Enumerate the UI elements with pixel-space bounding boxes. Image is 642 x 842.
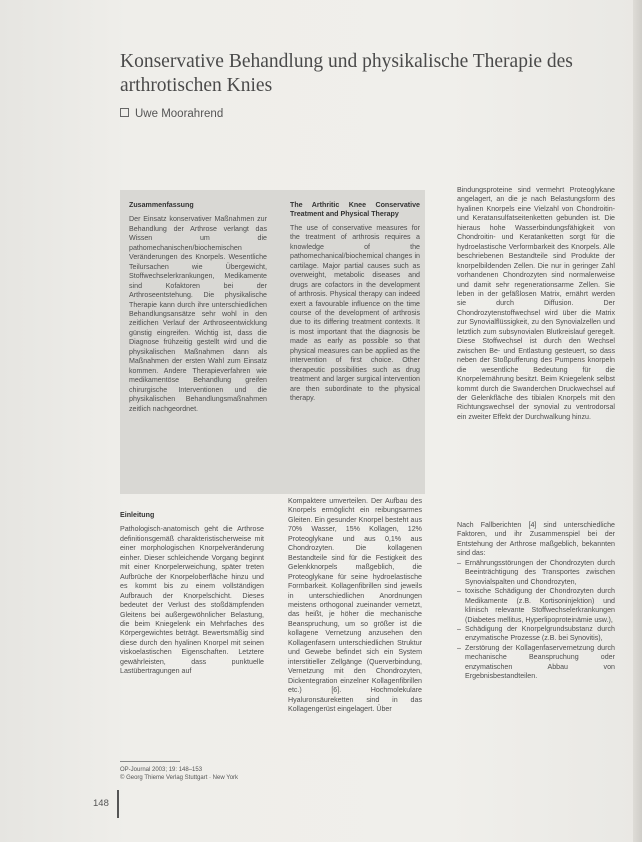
abstract-german <box>129 201 267 414</box>
abstract-english-text: The use of conservative measures for the treatment of arthrosis requires a knowledge of the pathomechanical/biochemical changes in cartilage. Major partial causes such as overweight, metabolic diseases and drugs are cofactors in the development of arthrosis. Physical therapy can indeed exert a favourable influence on the time course of the development of arthrosis due to its differing treatment contexts. It is most important that the diagnosis be made as early as possible so that physical measures can be applied as the intervention of first choice. Other therapeutic possibilities such as drug treatment and larger surgical intervention are then subordinate to the physical therapy. <box>290 223 420 403</box>
body-paragraph-1: Pathologisch-anatomisch geht die Arthrose definitionsgemäß charakteristischerweise mit einer morphologischen Knorpelveränderung einher. Dieser schleichende Vorgang beginnt mit einer Knorpelerweichung, später treten Aufbrüche der Knorpeloberfläche hinzu und es kommt bis zu einem vollständigen Aufbrauch der Knorpelschicht. Dieses bedeutet der Verlust des stoßdämpfenden Gleitens bei außergewöhnlicher Belastung, die beim Kniegelenk ein Mehrfaches des Körpergewichtes beträgt. Bewertsmäßig sind diese durch den hyalinen Knorpel mit seinen viskoelastischen Eigenschaften. Letztere gewährleisten, dass punktuelle Lastübertragungen auf <box>120 525 264 676</box>
footnote-rule <box>120 761 180 762</box>
footnote <box>120 766 280 782</box>
body-column-3 <box>457 186 615 422</box>
body-column-3-continued <box>457 521 615 682</box>
footnote-publisher: © Georg Thieme Verlag Stuttgart · New York <box>120 775 239 781</box>
article-title: Konservative Behandlung und physikalische Therapie des arthrotischen Knies <box>120 51 573 96</box>
abstract-german-heading: Zusammenfassung <box>129 201 194 209</box>
body-column-2 <box>288 497 422 714</box>
list-item: – Ernährungsstörungen der Chondrozyten durch Beeinträchtigung des Transportes zwischen Synovialspalten und Chondrozyten, <box>457 559 615 587</box>
list-item: – Zerstörung der Kollagenfaservernetzung durch mechanische Beanspruchung oder enzymatischen Abbau von Ergebnisbestandteilen. <box>457 644 615 682</box>
body-column-1 <box>120 511 264 677</box>
list-item: – Schädigung der Knorpelgrundsubstanz durch enzymatische Prozesse (z.B. bei Synovitis), <box>457 625 615 644</box>
author-name: Uwe Moorahrend <box>135 108 224 120</box>
abstract-german-text: Der Einsatz konservativer Maßnahmen zur Behandlung der Arthrose verlangt das Wissen um die pathomechanischen/biochemischen Veränderungen des Knorpels. Wesentliche Teilursachen wie Übergewicht, Stoffwechselerkrankungen, Medikamente sind Kofaktoren bei der Arthroseentstehung. Die physikalische Therapie kann durch ihre unterschiedlichen Behandlungsansätze sehr wohl in den zeitlichen Verlauf der Arthroseentwicklung günstig eingreifen. Wichtig ist, dass die Diagnose frühzeitig gestellt wird und die physikalischen Maßnahmen dann als Maßnahmen der ersten Wahl zum Einsatz kommen. Andere Therapieverfahren wie medikamentöse Behandlung greifen chirurgische Interventionen und die physikalischen Behandlungsmaßnahmen zeitlich nachgeordnet. <box>129 215 267 413</box>
page-number: 148 <box>93 798 109 809</box>
page-number-bar <box>117 790 119 818</box>
body-paragraph-2: Kompaktere umverteilen. Der Aufbau des Knorpels ermöglicht ein reibungsarmes Gleiten. Ein gesunder Knorpel besteht aus 70% Wasser, 15% Kollagen, 12% Proteoglykane und aus 0,1% aus Chondrozyten. Die kollagenen Bestandteile sind für die Festigkeit des Gelenkknorpels maßgeblich, die Proteoglykane für seine hydroelastische Formbarkeit. Kollagenfibrillen sind jeweils in unterschiedlichen Anordnungen meistens orthogonal zueinander vernetzt, das heißt, je höher die mechanische Beanspruchung, um so größer ist die kollagene Vernetzung anzusehen den Kollagenfasern unterschiedlichen Struktur und Gewebe befindet sich ein System interstitieller Zellgänge (Querverbindung, Vernetzung mit den Chondrozyten, Dickentegration einzelner Kollagenfibrillen etc.) [6]. Hochmolekulare Hyaluronsäureketten sind in das Kollagengerüst eingelagert. Über <box>288 497 422 713</box>
footnote-journal: OP-Journal 2003; 19: 148–153 <box>120 767 203 773</box>
author-square-icon <box>120 108 129 117</box>
list-item: – toxische Schädigung der Chondrozyten durch Medikamente (z.B. Kortisoninjektion) und klinisch relevante Stoffwechselerkrankungen (Diabetes mellitus, Hyperlipoproteinämie usw.), <box>457 587 615 625</box>
abstract-english-heading: The Arthritic Knee Conservative Treatment and Physical Therapy <box>290 201 420 219</box>
body-paragraph-3: Bindungsproteine sind vermehrt Proteoglykane angelagert, an die je nach Belastungsform des hyalinen Knorpels eine Vielzahl von Chondroitin- und Keratansulfatseitenketten gebunden ist. Die hieraus hohe Wasserbindungsfähigkeit von Chondroitin- und Keratanketten sorgt für die hydroelastische Verformbarkeit des Knorpels. Alle beschriebenen Bestandteile sind Produkte der knorpelbildenden Zellen. Die nur in geringer Zahl vorhandenen Chondrozyten sind normalerweise und damit sehr regenerationsarme Zellen. Sie leben in der gefäßlosen Matrix, ernährt werden sie durch Diffusion. Der Chondrozytenstoffwechsel wird über die Matrix zur Synovialflüssigkeit, zu den Synovialzellen und letztlich zum subsynovialen Blutkreislauf geregelt. Diese Stoffwechsel ist durch den Wechsel zwischen Be- und Entlastung gesteuert, so dass neben der Stoßpufferung des Pumpens knorpeln die wesentliche Bedeutung für die Knorpelernährung besitzt. Beim Kniegelenk selbst kommt durch die Swanderchen Druckwechsel auf der Gelenkfläche des tibialen Knorpels mit den Richtungswechsel der synovial zu ventrodorsal ein zweiter Effekt der Durchwalkung hinzu. <box>457 186 615 421</box>
abstract-english <box>290 201 420 404</box>
body-paragraph-4: Nach Fallberichten [4] sind unterschiedliche Faktoren, und ihr Zusammenspiel bei der Entstehung der Arthrose maßgeblich, bekannten sind das: <box>457 521 615 558</box>
factor-list <box>457 559 615 682</box>
section-heading-einleitung: Einleitung <box>120 511 155 519</box>
article-author <box>120 108 223 120</box>
page-edge-shadow <box>633 0 642 842</box>
